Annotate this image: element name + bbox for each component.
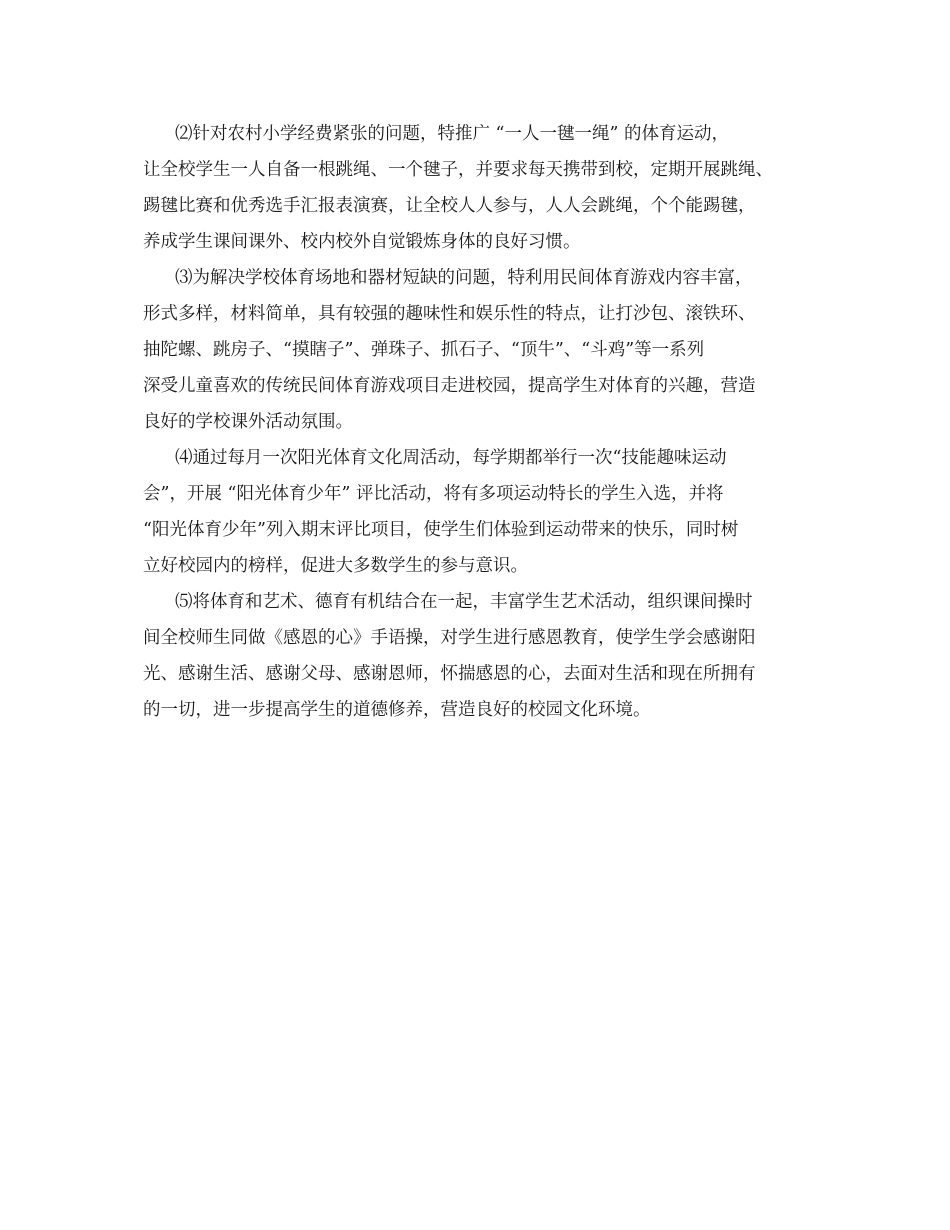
paragraph-3-line-4: 深受儿童喜欢的传统民间体育游戏项目走进校园，提高学生对体育的兴趣，营造 [143, 376, 756, 396]
paragraph-4-line-1: ⑷通过每月一次阳光体育文化周活动，每学期都举行一次“技能趣味运动 [175, 448, 727, 468]
paragraph-5-line-3: 光、感谢生活、感谢父母、感谢恩师，怀揣感恩的心，去面对生活和现在所拥有 [143, 664, 756, 684]
paragraph-3-line-1: ⑶为解决学校体育场地和器材短缺的问题，特利用民间体育游戏内容丰富， [175, 268, 753, 288]
paragraph-5-line-4: 的一切，进一步提高学生的道德修养，营造良好的校园文化环境。 [143, 700, 651, 720]
paragraph-4-line-4: 立好校园内的榜样，促进大多数学生的参与意识。 [143, 556, 528, 576]
paragraph-3-line-3: 抽陀螺、跳房子、“摸瞎子”、弹珠子、抓石子、“顶牛”、“斗鸡”等一系列 [143, 340, 705, 360]
paragraph-2-line-4: 养成学生课间课外、校内校外自觉锻炼身体的良好习惯。 [143, 232, 581, 252]
paragraph-2-line-1: ⑵针对农村小学经费紧张的问题，特推广 “一人一毽一绳” 的体育运动， [175, 124, 730, 144]
paragraph-2-line-2: 让全校学生一人自备一根跳绳、一个毽子，并要求每天携带到校，定期开展跳绳、 [143, 160, 773, 180]
paragraph-3-line-5: 良好的学校课外活动氛围。 [143, 412, 353, 432]
paragraph-5-line-2: 间全校师生同做《感恩的心》手语操，对学生进行感恩教育，使学生学会感谢阳 [143, 628, 756, 648]
paragraph-2-line-3: 踢毽比赛和优秀选手汇报表演赛，让全校人人参与，人人会跳绳，个个能踢毽， [143, 196, 756, 216]
paragraph-4-line-2: 会”，开展 “阳光体育少年” 评比活动，将有多项运动特长的学生入选，并将 [143, 484, 724, 504]
paragraph-4-line-3: “阳光体育少年”列入期末评比项目，使学生们体验到运动带来的快乐，同时树 [143, 520, 739, 540]
paragraph-5-line-1: ⑸将体育和艺术、德育有机结合在一起，丰富学生艺术活动，组织课间操时 [175, 592, 753, 612]
paragraph-3-line-2: 形式多样，材料简单，具有较强的趣味性和娱乐性的特点，让打沙包、滚铁环、 [143, 304, 756, 324]
